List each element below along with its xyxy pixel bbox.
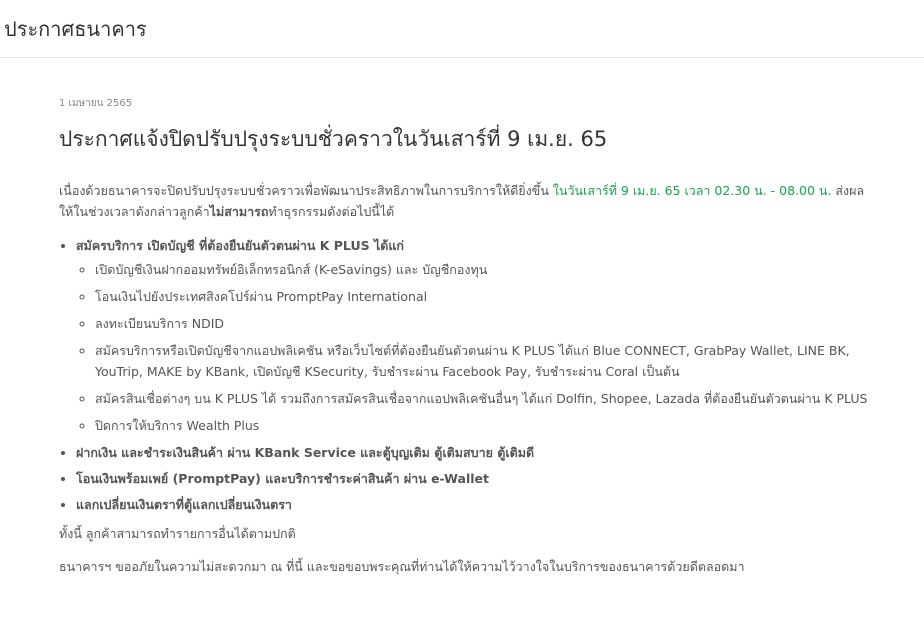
intro-paragraph (59, 180, 869, 222)
list-item-label: สมัครบริการ เปิดบัญชี ที่ต้องยืนยันตัวตนผ่าน K PLUS ได้แก่ (76, 237, 404, 253)
list-item (76, 442, 869, 463)
list-item-label: แลกเปลี่ยนเงินตราที่ตู้แลกเปลี่ยนเงินตรา (76, 496, 292, 512)
page-title: ประกาศธนาคาร (4, 16, 147, 41)
page-header (0, 0, 924, 58)
list-item-label: โอนเงินพร้อมเพย์ (PromptPay) และบริการชำระค่าสินค้า ผ่าน e-Wallet (76, 470, 489, 486)
sub-list-item: ◦ สมัครบริการหรือเปิดบัญชีจากแอปพลิเคชัน หรือเว็บไซต์ที่ต้องยืนยันตัวตนผ่าน K PLUS ได้แก่ Blue CONNECT, GrabPay Wallet, LINE BK, YouTrip, MAKE by KBank, เปิดบัญชี KSecurity, รับชำระผ่าน Facebook Pay, รับชำระผ่าน Coral เป็นต้น (95, 340, 869, 382)
footer-note: ทั้งนี้ ลูกค้าสามารถทำรายการอื่นได้ตามปกติ (59, 525, 296, 541)
sub-list-item: ◦ เปิดบัญชีเงินฝากออมทรัพย์อิเล็กทรอนิกส์ (K-eSavings) และ บัญชีกองทุน (95, 259, 869, 280)
announcement-title: ประกาศแจ้งปิดปรับปรุงระบบชั่วคราวในวันเสาร์ที่ 9 เม.ย. 65 (59, 127, 608, 151)
announcement-date: 1 เมษายน 2565 (59, 98, 133, 109)
sub-list-item: ◦ โอนเงินไปยังประเทศสิงคโปร์ผ่าน PromptPay International (95, 286, 869, 307)
affected-services-list (59, 235, 869, 515)
list-item-label: ฝากเงิน และชำระเงินสินค้า ผ่าน KBank Service และตู้บุญเติม ตู้เติมสบาย ตู้เติมดี (76, 444, 535, 460)
sub-services-list (76, 259, 869, 436)
cannot-emphasis: ไม่สามารถ (209, 204, 269, 219)
sub-list-item: ◦ ลงทะเบียนบริการ NDID (95, 313, 869, 334)
list-item (76, 494, 869, 515)
sub-list-item: ◦ สมัครสินเชื่อต่างๆ บน K PLUS ได้ รวมถึงการสมัครสินเชื่อจากแอปพลิเคชันอื่นๆ ได้แก่ Dolfin, Shopee, Lazada ที่ต้องยืนยันตัวตนผ่าน K PLUS (95, 388, 869, 409)
list-item (76, 235, 869, 436)
intro-text-3: ทำธุรกรรมดังต่อไปนี้ได้ (268, 204, 395, 219)
apology-note: ธนาคารฯ ขออภัยในความไม่สะดวกมา ณ ที่นี้ และขอขอบพระคุณที่ท่านได้ให้ความไว้วางใจในบริการของธนาคารด้วยดีตลอดมา (59, 559, 745, 574)
intro-text-1: เนื่องด้วยธนาคารจะปิดปรับปรุงระบบชั่วคราวเพื่อพัฒนาประสิทธิภาพในการบริการให้ดียิ่งขึ้น (59, 183, 553, 198)
sub-list-item: ◦ ปิดการให้บริการ Wealth Plus (95, 415, 869, 436)
maintenance-time-highlight: ในวันเสาร์ที่ 9 เม.ย. 65 เวลา 02.30 น. - 08.00 น. (552, 183, 832, 198)
list-item (76, 468, 869, 489)
announcement-article (0, 58, 869, 577)
intro-text-2: ส่งผลให้ในช่วงเวลาดังกล่าวลูกค้า (59, 183, 865, 219)
